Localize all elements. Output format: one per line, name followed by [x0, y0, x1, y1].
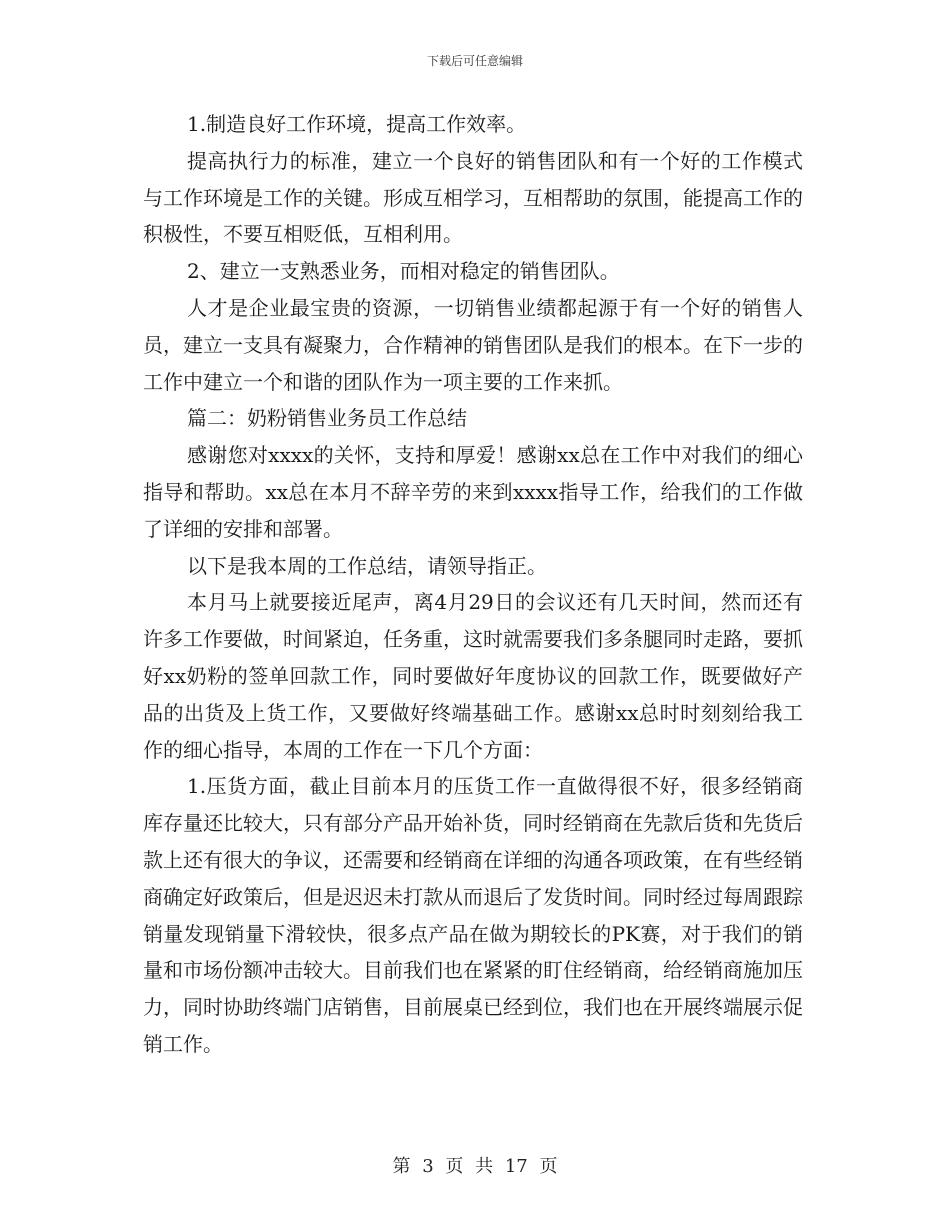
paragraph: 本月马上就要接近尾声，离4月29日的会议还有几天时间，然而还有许多工作要做，时间紧迫，任务重，这时就需要我们多条腿同时走路，要抓好xx奶粉的签单回款工作，同时要做好年度协议的回款工作，既要做好产品的出货及上货工作，又要做好终端基础工作。感谢xx总时时刻刻给我工作的细心指导，本周的工作在一下几个方面： [143, 590, 803, 762]
paragraph: 1.制造良好工作环境，提高工作效率。 [187, 112, 527, 136]
paragraph: 提高执行力的标准，建立一个良好的销售团队和有一个好的工作模式与工作环境是工作的关键。形成互相学习，互相帮助的氛围，能提高工作的积极性，不要互相贬低，互相利用。 [143, 148, 803, 247]
document-body [143, 106, 803, 1063]
paragraph: 2、建立一支熟悉业务，而相对稳定的销售团队。 [187, 259, 620, 284]
page-header: 下载后可任意编辑 [426, 54, 523, 68]
paragraph: 1.压货方面，截止目前本月的压货工作一直做得很不好，很多经销商库存量还比较大，只有部分产品开始补货，同时经销商在先款后货和先货后款上还有很大的争议，还需要和经销商在详细的沟通各项政策，在有些经销商确定好政策后，但是迟迟未打款从而退后了发货时间。同时经过每周跟踪销量发现销量下滑较快，很多点产品在做为期较长的PK赛，对于我们的销量和市场份额冲击较大。目前我们也在紧紧的盯住经销商，给经销商施加压力，同时协助终端门店销售，目前展桌已经到位，我们也在开展终端展示促销工作。 [143, 774, 803, 1056]
section-title: 篇二：奶粉销售业务员工作总结 [187, 406, 467, 431]
paragraph: 以下是我本周的工作总结，请领导指正。 [187, 553, 547, 578]
paragraph: 人才是企业最宝贵的资源，一切销售业绩都起源于有一个好的销售人员，建立一支具有凝聚力，合作精神的销售团队是我们的根本。在下一步的工作中建立一个和谐的团队作为一项主要的工作来抓。 [143, 295, 803, 394]
paragraph: 感谢您对xxxx的关怀，支持和厚爱！感谢xx总在工作中对我们的细心指导和帮助。xx总在本月不辞辛劳的来到xxxx指导工作，给我们的工作做了详细的安排和部署。 [143, 443, 803, 541]
page-footer: 第 3 页 共 17 页 [392, 1156, 558, 1177]
